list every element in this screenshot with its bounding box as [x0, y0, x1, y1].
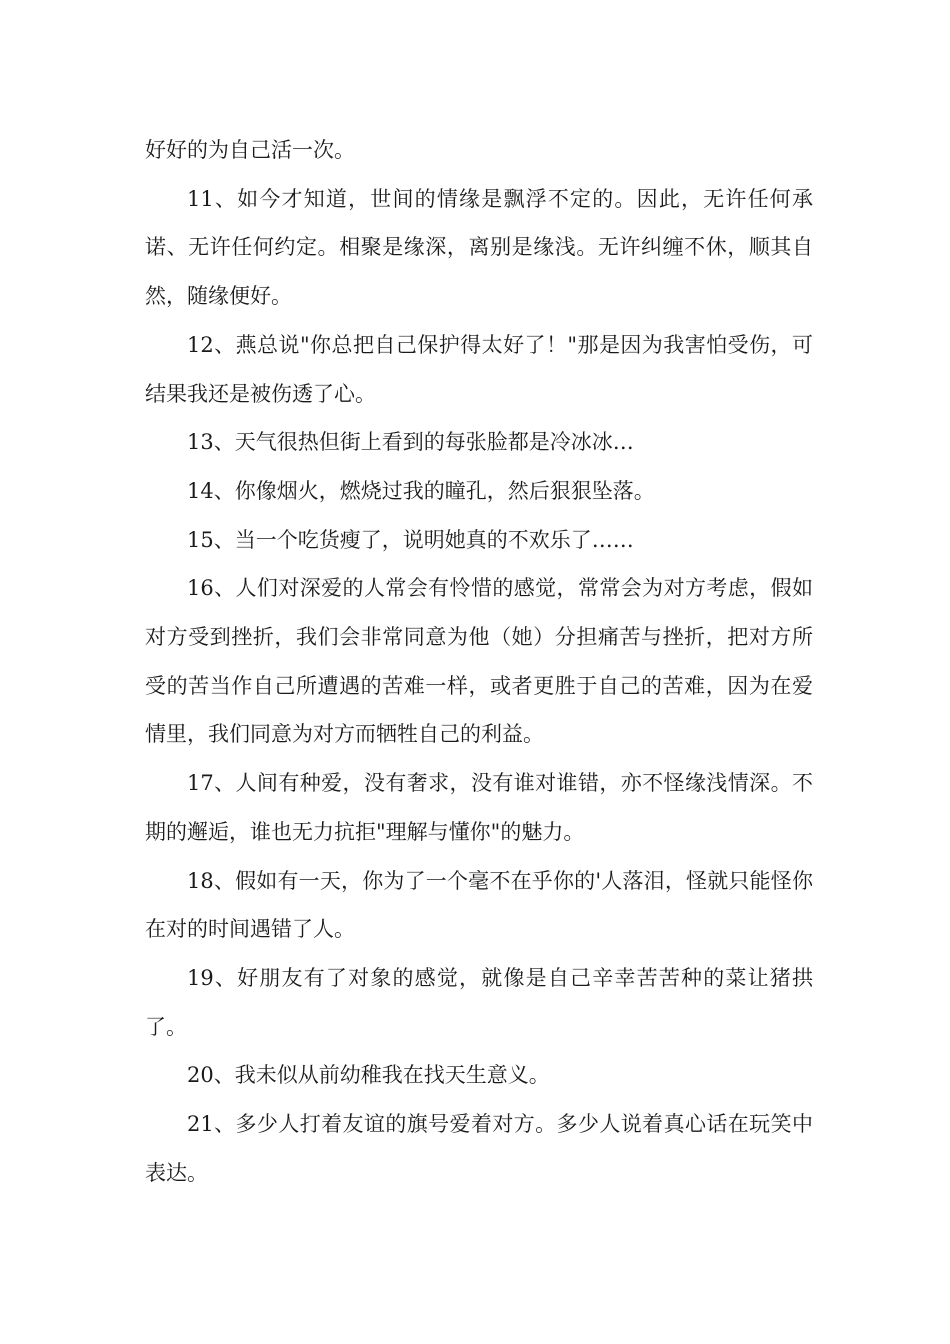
paragraph-21: 21、多少人打着友谊的旗号爱着对方。多少人说着真心话在玩笑中表达。 — [145, 1112, 813, 1185]
document-body — [145, 126, 813, 1197]
paragraph-20: 20、我未似从前幼稚我在找天生意义。 — [187, 1063, 550, 1088]
paragraph-continuation: 好好的为自己活一次。 — [145, 138, 355, 162]
paragraph-18: 18、假如有一天，你为了一个毫不在乎你的'人落泪，怪就只能怪你在对的时间遇错了人。 — [145, 868, 813, 942]
paragraph-19: 19、好朋友有了对象的感觉，就像是自己辛幸苦苦种的菜让猪拱了。 — [145, 965, 813, 1039]
paragraph-15: 15、当一个吃货瘦了，说明她真的不欢乐了…… — [187, 527, 634, 552]
paragraph-14: 14、你像烟火，燃烧过我的瞳孔，然后狠狠坠落。 — [187, 478, 655, 503]
paragraph-13: 13、天气很热但街上看到的每张脸都是冷冰冰… — [187, 430, 634, 455]
paragraph-16: 16、人们对深爱的人常会有怜惜的感觉，常常会为对方考虑，假如对方受到挫折，我们会非常同意为他（她）分担痛苦与挫折，把对方所受的苦当作自己所遭遇的苦难一样，或者更胜于自己的苦难，因为在爱情里，我们同意为对方而牺牲自己的利益。 — [145, 576, 813, 747]
paragraph-11: 11、如今才知道，世间的情缘是飘浮不定的。因此，无许任何承诺、无许任何约定。相聚是缘深，离别是缘浅。无许纠缠不休，顺其自然，随缘便好。 — [145, 186, 813, 309]
paragraph-17: 17、人间有种爱，没有奢求，没有谁对谁错，亦不怪缘浅情深。不期的邂逅，谁也无力抗拒"理解与懂你"的魅力。 — [145, 771, 813, 844]
paragraph-12: 12、燕总说"你总把自己保护得太好了！"那是因为我害怕受伤，可结果我还是被伤透了心。 — [145, 332, 813, 406]
